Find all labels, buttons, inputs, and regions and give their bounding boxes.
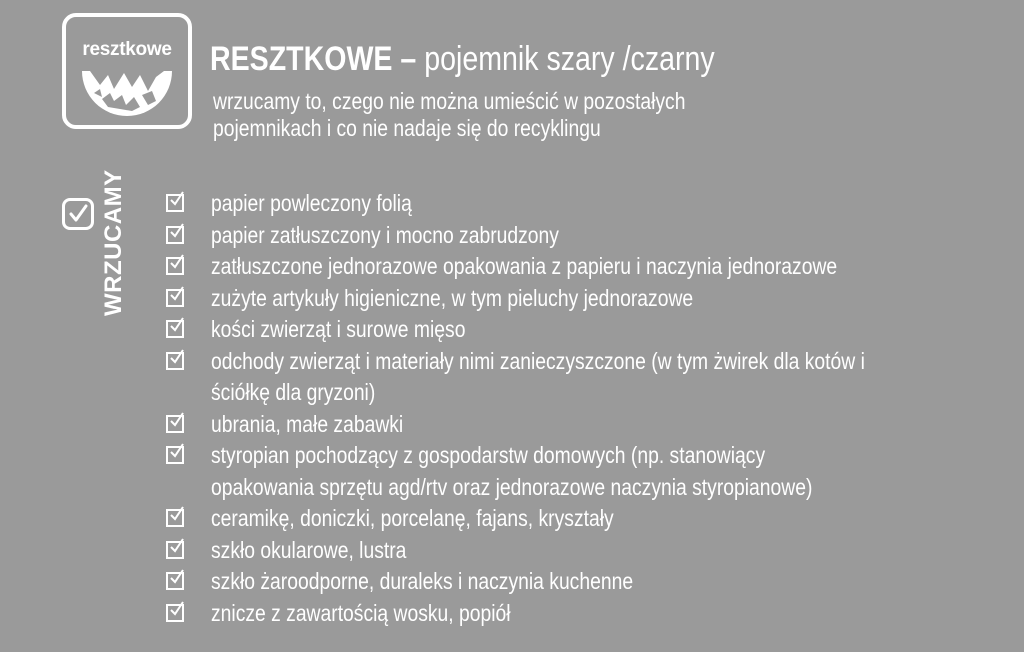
check-icon (166, 194, 184, 212)
list-item (166, 346, 1016, 409)
list-item-text: papier zatłuszczony i mocno zabrudzony (211, 221, 559, 248)
list-item-text: papier powleczony folią (211, 190, 412, 216)
list-item-text: zużyte artykuły higieniczne, w tym pieluchy jednorazowe (211, 284, 694, 311)
resztkowe-logo (62, 13, 192, 129)
list-item (166, 566, 1016, 598)
check-icon (166, 446, 184, 464)
list-item (166, 535, 1016, 567)
list-item (166, 409, 1016, 441)
list-item-text: szkło okularowe, lustra (211, 536, 407, 563)
check-icon (166, 257, 184, 275)
check-icon (166, 226, 184, 244)
check-icon (166, 415, 184, 433)
mixed-waste-icon (80, 65, 174, 121)
list-item-text: kości zwierząt i surowe mięso (211, 316, 466, 342)
logo-text: resztkowe (82, 39, 172, 60)
section-label: WRZUCAMY (100, 169, 127, 316)
waste-list (166, 188, 1016, 629)
page-title (210, 38, 715, 80)
list-item-text: ceramikę, doniczki, porcelanę, fajans, kryształy (211, 505, 614, 531)
list-item (166, 188, 1016, 220)
list-item (166, 503, 1016, 535)
list-item (166, 440, 1016, 503)
page-subtitle: wrzucamy to, czego nie można umieścić w pozostałych pojemnikach i co nie nadaje się do recyklingu (213, 88, 686, 141)
check-icon (166, 352, 184, 370)
title-bold: RESZTKOWE – (210, 40, 425, 78)
title-regular: pojemnik szary /czarny (424, 40, 715, 78)
list-item-text: zatłuszczone jednorazowe opakowania z papieru i naczynia jednorazowe (211, 253, 838, 279)
list-item (166, 220, 1016, 252)
check-icon (166, 604, 184, 622)
list-item (166, 251, 1016, 283)
checkbox-checked-icon (62, 198, 94, 230)
check-icon (166, 320, 184, 338)
list-item-text: styropian pochodzący z gospodarstw domowych (np. stanowiący opakowania sprzętu agd/rtv oraz jednorazowe naczynia styropianowe) (211, 442, 813, 500)
list-item (166, 598, 1016, 630)
list-item-text: odchody zwierząt i materiały nimi zanieczyszczone (w tym żwirek dla kotów i ściółkę dla gryzoni) (211, 347, 865, 405)
check-icon (166, 289, 184, 307)
list-item (166, 283, 1016, 315)
check-icon (166, 541, 184, 559)
list-item-text: znicze z zawartością wosku, popiół (211, 599, 511, 626)
list-item-text: ubrania, małe zabawki (211, 410, 404, 437)
check-icon (166, 572, 184, 590)
list-item-text: szkło żaroodporne, duraleks i naczynia kuchenne (211, 568, 634, 594)
check-icon (166, 509, 184, 527)
list-item (166, 314, 1016, 346)
